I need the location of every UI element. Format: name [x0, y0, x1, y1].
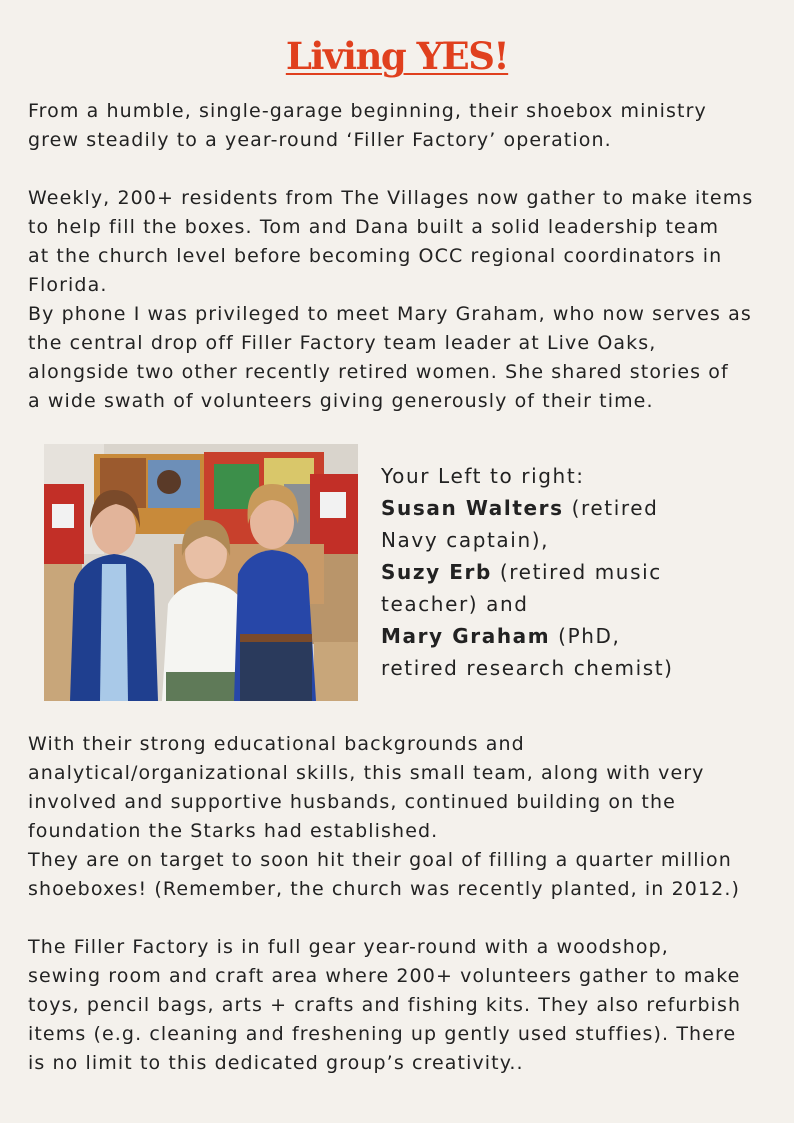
text-line: From a humble, single-garage beginning, their shoebox ministry	[28, 100, 707, 122]
text-line: analytical/organizational skills, this small team, along with very	[28, 762, 705, 784]
text-line: involved and supportive husbands, continued building on the	[28, 791, 676, 813]
caption-person-3-cont: retired research chemist)	[381, 656, 674, 680]
text-line: Florida.	[28, 274, 108, 296]
text-line: items (e.g. cleaning and freshening up gently used stuffies). There	[28, 1023, 737, 1045]
intro-paragraph	[28, 97, 768, 155]
person-desc: (retired	[563, 496, 659, 520]
text-line: They are on target to soon hit their goal of filling a quarter million	[28, 849, 732, 871]
person-name: Mary Graham	[381, 624, 551, 648]
text-line: alongside two other recently retired women. She shared stories of	[28, 361, 729, 383]
text-line: a wide swath of volunteers giving generously of their time.	[28, 390, 654, 412]
text-line: With their strong educational backgrounds and	[28, 733, 525, 755]
text-line: toys, pencil bags, arts + crafts and fishing kits. They also refurbish	[28, 994, 742, 1016]
team-photo	[44, 444, 358, 701]
text-line: foundation the Starks had established.	[28, 820, 439, 842]
person-desc: (PhD,	[550, 624, 621, 648]
text-line: By phone I was privileged to meet Mary Graham, who now serves as	[28, 303, 752, 325]
text-line: the central drop off Filler Factory team leader at Live Oaks,	[28, 332, 657, 354]
caption-person-2	[381, 556, 771, 588]
filler-factory-paragraph	[28, 933, 768, 1078]
text-line: to help fill the boxes. Tom and Dana built a solid leadership team	[28, 216, 720, 238]
villages-paragraph	[28, 184, 768, 416]
caption-person-3	[381, 620, 771, 652]
photo-caption	[381, 460, 771, 684]
text-line: is no limit to this dedicated group’s creativity..	[28, 1052, 524, 1074]
person-desc: (retired music	[491, 560, 662, 584]
caption-person-1	[381, 492, 771, 524]
team-paragraph	[28, 730, 768, 904]
text-line: Weekly, 200+ residents from The Villages now gather to make items	[28, 187, 754, 209]
page-title: Living YES!	[285, 34, 509, 78]
caption-intro: Your Left to right:	[381, 464, 585, 488]
caption-person-1-cont: Navy captain),	[381, 528, 550, 552]
text-line: sewing room and craft area where 200+ volunteers gather to make	[28, 965, 741, 987]
text-line: The Filler Factory is in full gear year-round with a woodshop,	[28, 936, 669, 958]
text-line: at the church level before becoming OCC regional coordinators in	[28, 245, 723, 267]
text-line: shoeboxes! (Remember, the church was recently planted, in 2012.)	[28, 878, 740, 900]
caption-person-2-cont: teacher) and	[381, 592, 529, 616]
person-name: Susan Walters	[381, 496, 564, 520]
text-line: grew steadily to a year-round ‘Filler Factory’ operation.	[28, 129, 612, 151]
person-name: Suzy Erb	[381, 560, 492, 584]
